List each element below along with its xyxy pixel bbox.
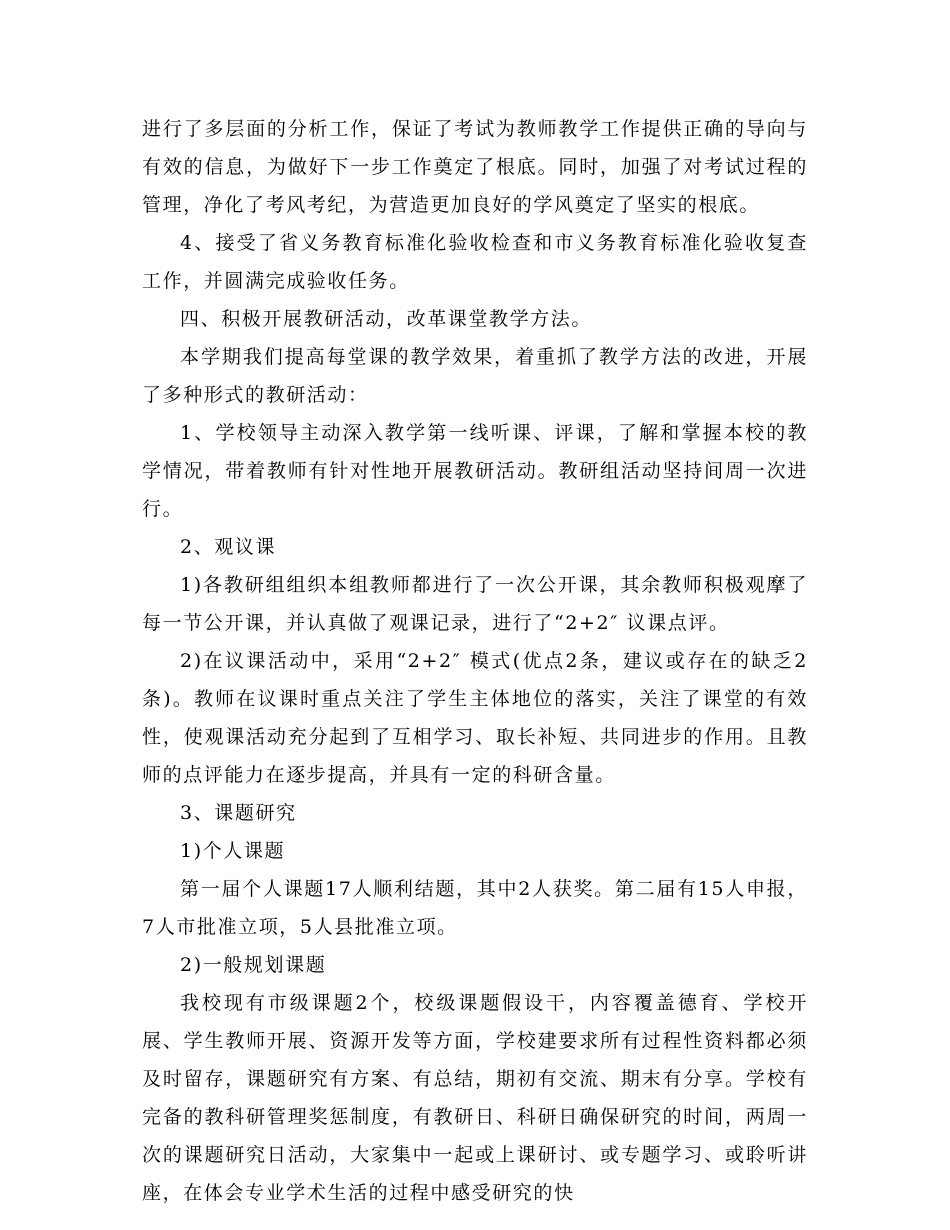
paragraph-1: 进行了多层面的分析工作，保证了考试为教师教学工作提供正确的导向与有效的信息，为做好下一步工作奠定了根底。同时，加强了对考试过程的管理，净化了考风考纪，为营造更加良好的学风奠定了坚实的根底。 [142,118,808,216]
paragraph-5: 1)各教研组组织本组教师都进行了一次公开课，其余教师积极观摩了每一节公开课，并认真做了观课记录，进行了“2+2″ 议课点评。 [142,574,808,634]
document-body [142,110,808,1212]
paragraph-6: 2)在议课活动中，采用“2+2″ 模式(优点2条，建议或存在的缺乏2条)。教师在议课时重点关注了学生主体地位的落实，关注了课堂的有效性，使观课活动充分起到了互相学习、取长补短、共同进步的作用。且教师的点评能力在逐步提高，并具有一定的科研含量。 [142,650,808,786]
paragraph-4: 1、学校领导主动深入教学第一线听课、评课，了解和掌握本校的教学情况，带着教师有针对性地开展教研活动。教研组活动坚持间周一次进行。 [142,422,808,520]
subheading-observe-lessons: 2、观议课 [180,536,277,558]
paragraph-2: 4、接受了省义务教育标准化验收检查和市义务教育标准化验收复查工作，并圆满完成验收任务。 [142,232,808,292]
paragraph-8: 我校现有市级课题2个，校级课题假设干，内容覆盖德育、学校开展、学生教师开展、资源开发等方面，学校建要求所有过程性资料都必须及时留存，课题研究有方案、有总结，期初有交流、期末有分享。学校有完备的教科研管理奖惩制度，有教研日、科研日确保研究的时间，两周一次的课题研究日活动，大家集中一起或上课研讨、或专题学习、或聆听讲座，在体会专业学术生活的过程中感受研究的快 [142,992,808,1204]
paragraph-7: 第一届个人课题17人顺利结题，其中2人获奖。第二届有15人申报，7人市批准立项，5人县批准立项。 [142,878,808,938]
subheading-personal-topics: 1)个人课题 [180,840,286,862]
paragraph-3: 本学期我们提高每堂课的教学效果，着重抓了教学方法的改进，开展了多种形式的教研活动： [142,346,808,406]
section-heading-4: 四、积极开展教研活动，改革课堂教学方法。 [180,308,593,330]
subheading-general-topics: 2)一般规划课题 [180,954,327,976]
subheading-research: 3、课题研究 [180,802,297,824]
